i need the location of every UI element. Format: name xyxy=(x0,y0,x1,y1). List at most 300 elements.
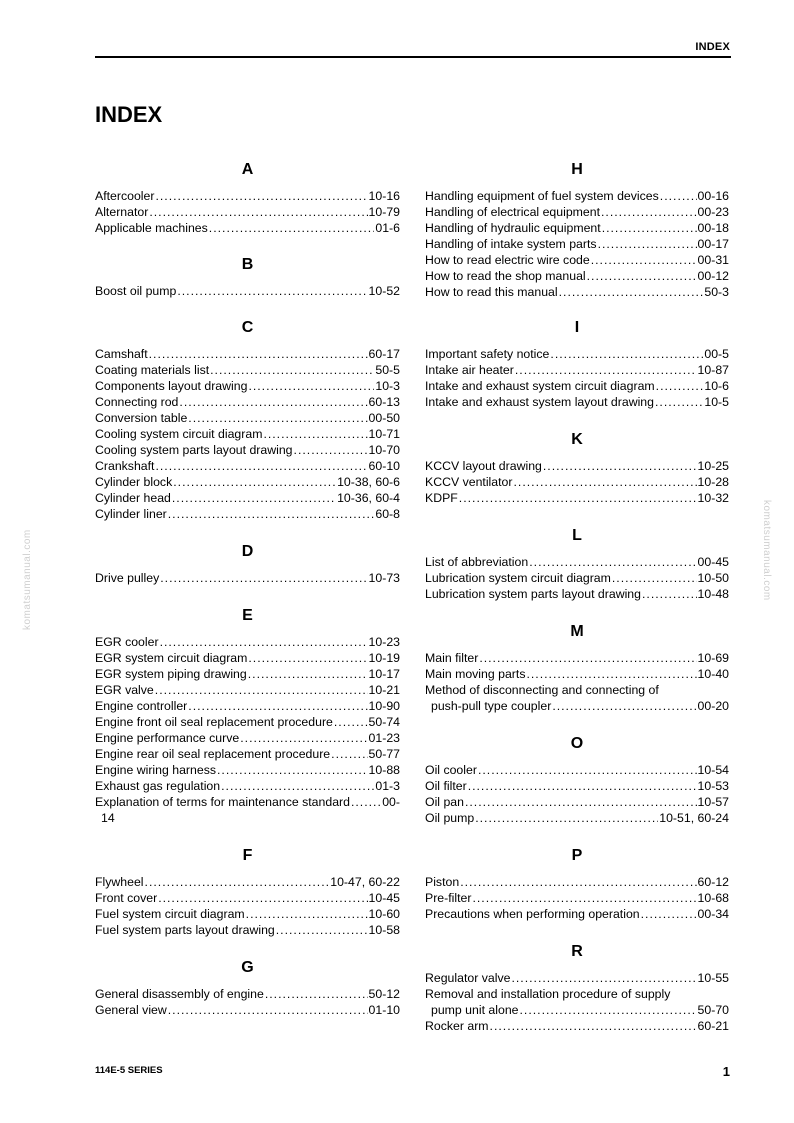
section-letter: O xyxy=(570,735,584,752)
entry-label: Coating materials list xyxy=(95,363,210,377)
entry-page: 10-90 xyxy=(368,699,400,713)
index-entry xyxy=(95,474,400,490)
index-entry xyxy=(95,1002,400,1018)
index-entry xyxy=(95,378,400,394)
index-entry xyxy=(425,970,729,986)
index-entry xyxy=(425,490,729,506)
index-entry xyxy=(425,906,729,922)
entry-page: 10-5 xyxy=(704,395,729,409)
dot-leader xyxy=(294,442,368,458)
section-entries xyxy=(425,188,729,300)
entry-label: Engine controller xyxy=(95,699,188,713)
section-entries xyxy=(95,346,400,522)
dot-leader xyxy=(479,650,696,666)
dot-leader xyxy=(217,762,368,778)
entry-page: 10-45 xyxy=(368,891,400,905)
page-title: INDEX xyxy=(95,102,163,127)
entry-page: 10-17 xyxy=(368,667,400,681)
entry-label: Drive pulley xyxy=(95,571,160,585)
section-entries xyxy=(95,188,400,236)
dot-leader xyxy=(155,188,367,204)
section-letter: G xyxy=(241,959,254,976)
dot-leader xyxy=(550,346,703,362)
dot-leader xyxy=(465,794,697,810)
index-entry xyxy=(425,570,729,586)
index-entry xyxy=(95,922,400,938)
entry-page: 00-34 xyxy=(697,907,729,921)
entry-label: How to read this manual xyxy=(425,285,558,299)
index-entry xyxy=(425,204,729,220)
index-section-c xyxy=(95,318,400,522)
entry-label: Lubrication system circuit diagram xyxy=(425,571,611,585)
entry-page: 10-32 xyxy=(697,491,729,505)
entry-page: 10-55 xyxy=(697,971,729,985)
entry-label: Removal and installation procedure of supply xyxy=(425,987,671,1001)
index-entry xyxy=(95,698,400,714)
entry-label: KCCV ventilator xyxy=(425,475,513,489)
entry-page: 50-70 xyxy=(697,1003,729,1017)
index-entry xyxy=(95,346,400,362)
entry-label: EGR system circuit diagram xyxy=(95,651,248,665)
entry-page: 00-20 xyxy=(697,699,729,713)
index-section-o xyxy=(425,734,729,826)
index-entry xyxy=(425,188,729,204)
dot-leader xyxy=(468,778,697,794)
entry-page: 00-16 xyxy=(697,189,729,203)
dot-leader xyxy=(478,762,697,778)
index-entry xyxy=(95,394,400,410)
entry-page: 10-58 xyxy=(368,923,400,937)
entry-page: 00-23 xyxy=(697,205,729,219)
section-entries xyxy=(95,986,400,1018)
section-letter: H xyxy=(571,161,583,178)
index-entry xyxy=(425,586,729,602)
entry-page: 50-74 xyxy=(368,715,400,729)
dot-leader xyxy=(351,794,381,810)
index-section-l xyxy=(425,526,729,602)
index-entry xyxy=(425,810,729,826)
section-letter: B xyxy=(241,256,254,273)
section-letter: D xyxy=(241,543,254,560)
dot-leader xyxy=(177,283,367,299)
entry-label: Intake air heater xyxy=(425,363,514,377)
index-section-d xyxy=(95,542,400,586)
entry-page: 10-73 xyxy=(368,571,400,585)
dot-leader xyxy=(248,666,368,682)
dot-leader xyxy=(552,698,696,714)
section-entries xyxy=(425,762,729,826)
entry-label: Applicable machines xyxy=(95,221,208,235)
entry-label: Handling equipment of fuel system devices xyxy=(425,189,659,203)
entry-label: Boost oil pump xyxy=(95,284,177,298)
entry-page: 10-60 xyxy=(368,907,400,921)
dot-leader xyxy=(263,426,367,442)
entry-page: 00-17 xyxy=(697,237,729,251)
entry-label: Alternator xyxy=(95,205,149,219)
entry-label: Engine front oil seal replacement procedure xyxy=(95,715,333,729)
section-letter: P xyxy=(571,847,583,864)
entry-page: 50-12 xyxy=(368,987,400,1001)
index-entry xyxy=(95,204,400,220)
index-section-b xyxy=(95,255,400,299)
index-entry xyxy=(95,442,400,458)
entry-page: 10-25 xyxy=(697,459,729,473)
entry-label: Regulator valve xyxy=(425,971,511,985)
entry-label: KDPF xyxy=(425,491,458,505)
index-entry xyxy=(95,188,400,204)
dot-leader xyxy=(513,474,696,490)
dot-leader xyxy=(209,220,375,236)
index-entry xyxy=(95,714,400,730)
dot-leader xyxy=(559,284,704,300)
entry-label: How to read the shop manual xyxy=(425,269,586,283)
entry-page: 00-18 xyxy=(697,221,729,235)
entry-page-cont: 14 xyxy=(101,811,115,825)
watermark-right: komatsumanual.com xyxy=(761,500,772,601)
index-entry xyxy=(425,362,729,378)
entry-page: 10-54 xyxy=(697,763,729,777)
dot-leader xyxy=(529,554,696,570)
dot-leader xyxy=(334,714,368,730)
entry-page: 10-28 xyxy=(697,475,729,489)
dot-leader xyxy=(240,730,367,746)
dot-leader xyxy=(475,810,658,826)
dot-leader xyxy=(149,204,367,220)
index-entry xyxy=(95,778,400,794)
index-entry xyxy=(95,362,400,378)
dot-leader xyxy=(168,1002,368,1018)
index-entry xyxy=(95,986,400,1002)
entry-label: Conversion table xyxy=(95,411,188,425)
dot-leader xyxy=(188,410,367,426)
entry-label: Oil cooler xyxy=(425,763,477,777)
index-entry xyxy=(95,410,400,426)
entry-page: 10-3 xyxy=(375,379,400,393)
entry-label: Handling of hydraulic equipment xyxy=(425,221,601,235)
section-letter: A xyxy=(241,161,254,178)
entry-page: 60-12 xyxy=(697,875,729,889)
entry-page: 10-71 xyxy=(368,427,400,441)
dot-leader xyxy=(188,698,367,714)
index-section-e xyxy=(95,606,400,826)
index-entry xyxy=(95,220,400,236)
entry-page: 00- xyxy=(382,795,400,809)
section-letter: C xyxy=(241,319,254,336)
section-entries xyxy=(425,970,729,1034)
entry-page: 10-88 xyxy=(368,763,400,777)
index-entry xyxy=(425,394,729,410)
dot-leader xyxy=(210,362,374,378)
dot-leader xyxy=(656,378,704,394)
section-entries xyxy=(95,283,400,299)
index-entry xyxy=(95,490,400,506)
entry-page: 50-3 xyxy=(704,285,729,299)
dot-leader xyxy=(265,986,368,1002)
dot-leader xyxy=(490,1018,697,1034)
index-entry xyxy=(95,890,400,906)
index-section-p xyxy=(425,846,729,922)
index-entry xyxy=(95,283,400,299)
index-entry xyxy=(425,474,729,490)
entry-page: 10-16 xyxy=(368,189,400,203)
dot-leader xyxy=(155,682,368,698)
index-section-k xyxy=(425,430,729,506)
entry-label: Aftercooler xyxy=(95,189,155,203)
entry-label: Front cover xyxy=(95,891,158,905)
entry-label: Piston xyxy=(425,875,460,889)
index-entry xyxy=(425,252,729,268)
entry-page: 10-69 xyxy=(697,651,729,665)
section-entries xyxy=(95,634,400,826)
dot-leader xyxy=(248,650,367,666)
entry-label: Main moving parts xyxy=(425,667,526,681)
entry-label-cont: push-pull type coupler xyxy=(431,699,552,713)
dot-leader xyxy=(472,890,696,906)
entry-page: 10-40 xyxy=(697,667,729,681)
entry-page: 60-10 xyxy=(368,459,400,473)
entry-first-line xyxy=(95,794,400,810)
watermark-left: komatsumanual.com xyxy=(22,529,33,630)
section-entries xyxy=(95,874,400,938)
index-entry xyxy=(425,220,729,236)
entry-label: General disassembly of engine xyxy=(95,987,264,1001)
dot-leader xyxy=(221,778,374,794)
entry-label: General view xyxy=(95,1003,167,1017)
dot-leader xyxy=(591,252,697,268)
entry-page: 10-70 xyxy=(368,443,400,457)
dot-leader xyxy=(587,268,697,284)
index-entry xyxy=(425,268,729,284)
dot-leader xyxy=(179,394,367,410)
entry-label: Cooling system circuit diagram xyxy=(95,427,263,441)
dot-leader xyxy=(331,746,367,762)
index-entry xyxy=(425,236,729,252)
dot-leader xyxy=(511,970,696,986)
section-letter: M xyxy=(570,623,584,640)
entry-label: Oil filter xyxy=(425,779,467,793)
entry-label: Engine performance curve xyxy=(95,731,240,745)
index-entry xyxy=(425,650,729,666)
entry-label: Camshaft xyxy=(95,347,148,361)
dot-leader xyxy=(602,220,697,236)
entry-page: 60-17 xyxy=(368,347,400,361)
entry-continuation xyxy=(425,1002,729,1018)
index-section-a xyxy=(95,160,400,236)
entry-label: Lubrication system parts layout drawing xyxy=(425,587,641,601)
entry-page: 60-21 xyxy=(697,1019,729,1033)
dot-leader xyxy=(655,394,703,410)
section-letter: K xyxy=(571,431,583,448)
index-entry xyxy=(95,650,400,666)
dot-leader xyxy=(460,874,696,890)
entry-label: Connecting rod xyxy=(95,395,179,409)
index-entry xyxy=(95,762,400,778)
footer-series: 114E-5 SERIES xyxy=(95,1065,163,1076)
entry-label: Explanation of terms for maintenance standard xyxy=(95,795,350,809)
index-section-m xyxy=(425,622,729,714)
index-entry xyxy=(95,426,400,442)
entry-label: Cooling system parts layout drawing xyxy=(95,443,293,457)
index-section-i xyxy=(425,318,729,410)
dot-leader xyxy=(642,586,697,602)
index-entry xyxy=(95,570,400,586)
entry-page: 10-6 xyxy=(704,379,729,393)
entry-label: EGR cooler xyxy=(95,635,159,649)
entry-page: 10-23 xyxy=(368,635,400,649)
entry-page: 10-48 xyxy=(697,587,729,601)
entry-label: List of abbreviation xyxy=(425,555,529,569)
entry-label: Precautions when performing operation xyxy=(425,907,640,921)
entry-page: 10-52 xyxy=(368,284,400,298)
index-entry xyxy=(425,874,729,890)
index-entry xyxy=(425,1018,729,1034)
entry-label: KCCV layout drawing xyxy=(425,459,542,473)
section-entries xyxy=(425,458,729,506)
dot-leader xyxy=(149,346,368,362)
index-section-r xyxy=(425,942,729,1034)
dot-leader xyxy=(172,490,336,506)
entry-page: 60-13 xyxy=(368,395,400,409)
section-entries xyxy=(425,554,729,602)
section-letter: L xyxy=(572,527,582,544)
index-entry-wrapped xyxy=(425,682,729,714)
index-entry xyxy=(425,890,729,906)
index-entry xyxy=(425,346,729,362)
entry-label: Intake and exhaust system circuit diagram xyxy=(425,379,655,393)
dot-leader xyxy=(612,570,697,586)
entry-page: 10-87 xyxy=(697,363,729,377)
header-rule xyxy=(95,56,731,58)
index-entry xyxy=(95,506,400,522)
entry-page: 00-12 xyxy=(697,269,729,283)
index-entry xyxy=(425,794,729,810)
index-section-h xyxy=(425,160,729,300)
entry-label: EGR valve xyxy=(95,683,154,697)
dot-leader xyxy=(526,666,696,682)
dot-leader xyxy=(248,378,374,394)
entry-label: How to read electric wire code xyxy=(425,253,590,267)
entry-label: EGR system piping drawing xyxy=(95,667,247,681)
index-section-f xyxy=(95,846,400,938)
footer-page-number: 1 xyxy=(722,1064,730,1079)
entry-label: Fuel system parts layout drawing xyxy=(95,923,275,937)
entry-page: 01-3 xyxy=(375,779,400,793)
entry-label: Handling of intake system parts xyxy=(425,237,597,251)
entry-page: 10-68 xyxy=(697,891,729,905)
dot-leader xyxy=(543,458,697,474)
dot-leader xyxy=(515,362,697,378)
index-entry xyxy=(95,682,400,698)
entry-label: Rocker arm xyxy=(425,1019,489,1033)
entry-label: Components layout drawing xyxy=(95,379,248,393)
entry-label: Intake and exhaust system layout drawing xyxy=(425,395,654,409)
entry-label: Cylinder block xyxy=(95,475,173,489)
index-entry xyxy=(425,778,729,794)
entry-page: 10-47, 60-22 xyxy=(330,875,400,889)
index-entry xyxy=(95,730,400,746)
entry-label: Oil pump xyxy=(425,811,475,825)
entry-label: Important safety notice xyxy=(425,347,550,361)
entry-label: Crankshaft xyxy=(95,459,155,473)
entry-label: Pre-filter xyxy=(425,891,472,905)
dot-leader xyxy=(158,890,367,906)
entry-label: Engine wiring harness xyxy=(95,763,216,777)
entry-page: 10-51, 60-24 xyxy=(659,811,729,825)
dot-leader xyxy=(276,922,368,938)
entry-page: 01-6 xyxy=(375,221,400,235)
index-entry xyxy=(425,378,729,394)
section-entries xyxy=(425,874,729,922)
entry-page: 10-36, 60-4 xyxy=(337,491,400,505)
index-entry xyxy=(425,458,729,474)
section-entries xyxy=(425,346,729,410)
entry-page: 10-79 xyxy=(368,205,400,219)
entry-page: 01-23 xyxy=(368,731,400,745)
index-entry xyxy=(95,874,400,890)
index-entry xyxy=(95,666,400,682)
entry-page: 60-8 xyxy=(375,507,400,521)
dot-leader xyxy=(155,458,367,474)
section-letter: I xyxy=(574,319,580,336)
entry-label: Method of disconnecting and connecting of xyxy=(425,683,659,697)
entry-page: 00-31 xyxy=(697,253,729,267)
dot-leader xyxy=(598,236,697,252)
entry-label: Exhaust gas regulation xyxy=(95,779,221,793)
entry-label: Engine rear oil seal replacement procedure xyxy=(95,747,331,761)
dot-leader xyxy=(246,906,368,922)
section-entries xyxy=(95,570,400,586)
section-letter: F xyxy=(242,847,253,864)
entry-label: Cylinder liner xyxy=(95,507,167,521)
entry-page: 00-45 xyxy=(697,555,729,569)
entry-label: Cylinder head xyxy=(95,491,171,505)
entry-page: 10-50 xyxy=(697,571,729,585)
entry-label: Fuel system circuit diagram xyxy=(95,907,245,921)
entry-label: Handling of electrical equipment xyxy=(425,205,600,219)
dot-leader xyxy=(145,874,330,890)
section-letter: R xyxy=(571,943,583,960)
entry-page: 50-77 xyxy=(368,747,400,761)
section-letter: E xyxy=(242,607,253,624)
entry-page: 00-50 xyxy=(368,411,400,425)
index-entry xyxy=(95,458,400,474)
entry-page: 10-19 xyxy=(368,651,400,665)
entry-page: 50-5 xyxy=(375,363,400,377)
dot-leader xyxy=(660,188,697,204)
index-entry xyxy=(425,762,729,778)
dot-leader xyxy=(168,506,375,522)
dot-leader xyxy=(173,474,336,490)
header-title: INDEX xyxy=(695,41,730,53)
dot-leader xyxy=(641,906,697,922)
entry-continuation xyxy=(425,698,729,714)
entry-page: 00-5 xyxy=(704,347,729,361)
entry-page: 10-53 xyxy=(697,779,729,793)
index-entry xyxy=(95,906,400,922)
dot-leader xyxy=(520,1002,697,1018)
entry-page: 10-38, 60-6 xyxy=(337,475,400,489)
index-entry-wrapped xyxy=(425,986,729,1018)
dot-leader xyxy=(160,634,368,650)
entry-label: Oil pan xyxy=(425,795,464,809)
dot-leader xyxy=(601,204,697,220)
index-section-g xyxy=(95,958,400,1018)
entry-label: Flywheel xyxy=(95,875,144,889)
entry-label: Main filter xyxy=(425,651,479,665)
dot-leader xyxy=(459,490,697,506)
entry-page: 01-10 xyxy=(368,1003,400,1017)
entry-label-cont: pump unit alone xyxy=(431,1003,519,1017)
